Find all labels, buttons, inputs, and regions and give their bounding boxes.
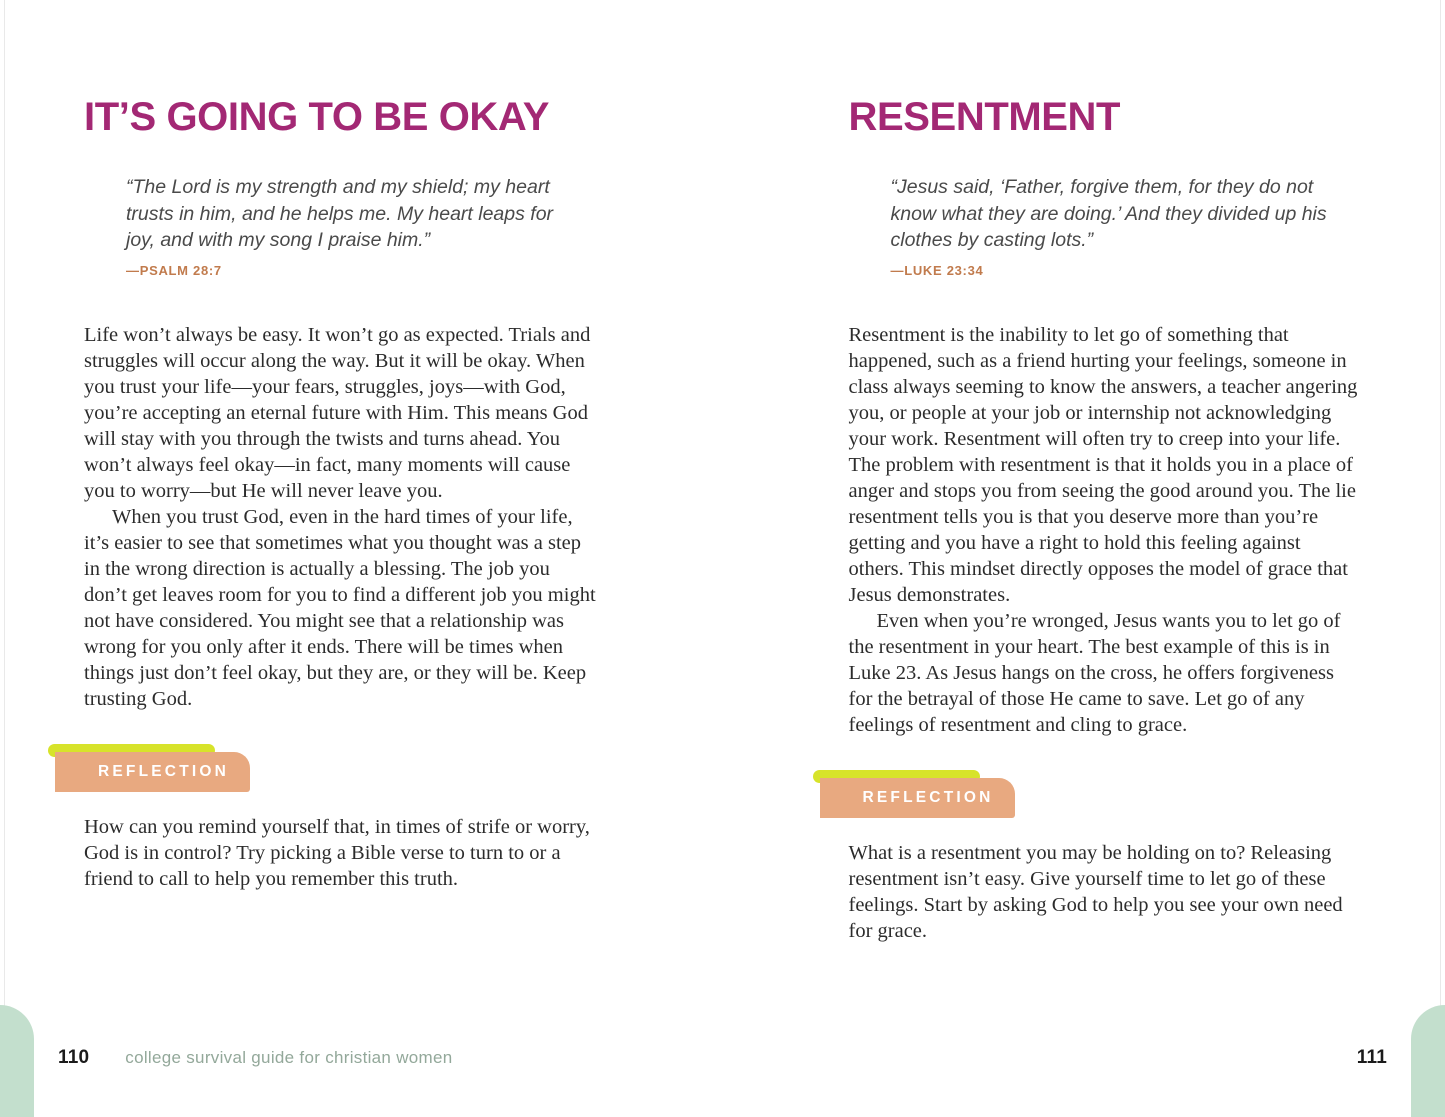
page-number: 111 [1356,1047,1387,1068]
page-title: RESENTMENT [848,95,1121,139]
reflection-prompt-text: How can you remind yourself that, in times of strife or worry, God is in control? Try picking a Bible verse to turn to or a friend to call to help you remember this truth. [84,816,590,891]
right-page [723,0,1445,1117]
left-page-content-column [84,96,596,892]
page-number: 110 [58,1047,90,1068]
scripture-citation: —PSALM 28:7 [126,262,222,278]
reflection-section [84,744,596,892]
reflection-label: REFLECTION [98,763,230,781]
scripture-text: “Jesus said, ‘Father, forgive them, for they do not know what they are doing.’ And they divided up his clothes by casting lots.” [890,176,1327,252]
page-edge-line [1440,0,1441,1117]
running-head: college survival guide for christian women [125,1048,453,1067]
left-page-footer [58,1047,453,1071]
reflection-prompt [84,814,596,892]
reflection-badge [84,744,596,792]
page-edge-line [4,0,5,1117]
scripture-text: “The Lord is my strength and my shield; my heart trusts in him, and he helps me. My heart leaps for joy, and with my song I praise him.” [126,176,554,252]
page-title: IT’S GOING TO BE OKAY [84,95,550,139]
scripture-citation: —LUKE 23:34 [890,262,984,278]
body-copy [84,322,596,712]
body-copy [849,322,1361,739]
reflection-prompt-text: What is a resentment you may be holding on to? Releasing resentment isn’t easy. Give yourself time to let go of these feelings. Start by asking God to help you see your own need for grace. [848,842,1343,943]
reflection-prompt [849,840,1361,944]
corner-arch-decoration [1411,1005,1445,1117]
corner-arch-decoration [0,1005,34,1117]
reflection-tag [55,752,250,792]
body-paragraph: When you trust God, even in the hard times of your life, it’s easier to see that sometimes what you thought was a step in the wrong direction is actually a blessing. The job you don’t get leaves room for you to find a different job you might not have considered. You might see that a relationship was wrong for you only after it ends. There will be times when things just don’t feel okay, but they are, or they will be. Keep trusting God. [84,505,596,710]
reflection-label: REFLECTION [862,789,994,807]
reflection-section [849,770,1361,944]
right-page-content-column [849,96,1361,944]
right-page-footer [1357,1047,1387,1071]
reflection-tag [820,778,1015,818]
body-paragraph: Life won’t always be easy. It won’t go as expected. Trials and struggles will occur along the way. But it will be okay. When you trust your life—your fears, struggles, joys—with God, you’re accepting an eternal future with Him. This means God will stay with you through the twists and turns ahead. You won’t always feel okay—in fact, many moments will cause you to worry—but He will never leave you. [84,323,591,502]
reflection-badge [849,770,1361,818]
scripture-block [126,174,566,278]
body-paragraph: Resentment is the inability to let go of something that happened, such as a friend hurting your feelings, someone in class always seeming to know the answers, a teacher angering you, or people at your job or internship not acknowledging your work. Resentment will often try to creep into your life. The problem with resentment is that it holds you in a place of anger and stops you from seeing the good around you. The lie resentment tells you is that you deserve more than you’re getting and you have a right to hold this feeling against others. This mindset directly opposes the model of grace that Jesus demonstrates. [848,323,1358,606]
scripture-block [891,174,1331,278]
body-paragraph: Even when you’re wronged, Jesus wants you to let go of the resentment in your heart. The best example of this is in Luke 23. As Jesus hangs on the cross, he offers forgiveness for the betrayal of those He came to save. Let go of any feelings of resentment and cling to grace. [848,609,1341,737]
